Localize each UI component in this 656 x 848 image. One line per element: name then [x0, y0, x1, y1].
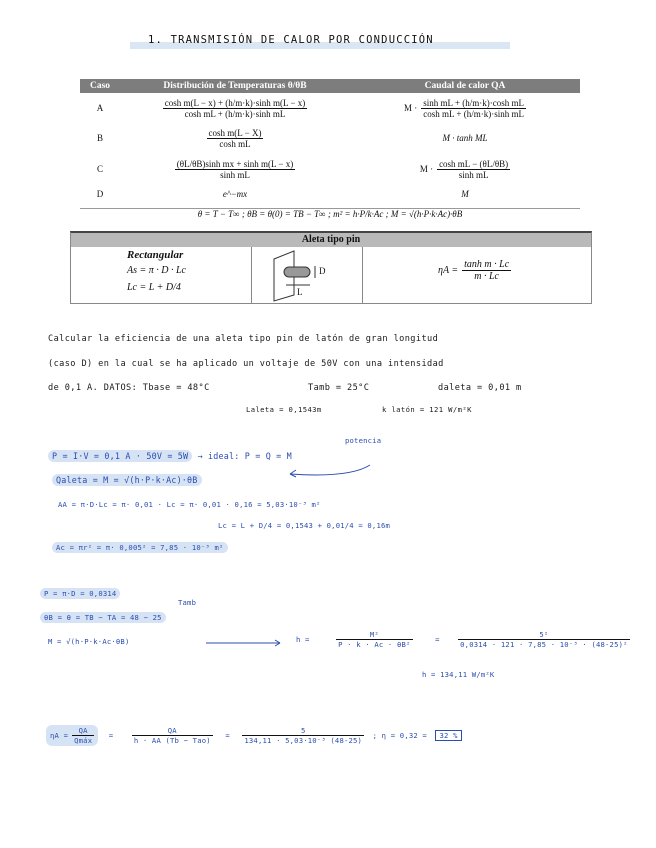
pin-shape-cell: [71, 247, 252, 303]
efficiency-equation: [46, 725, 462, 746]
qaleta-equation: Qaleta = M = √(h·P·k·Ac)·θB: [52, 474, 202, 486]
arrow-icon: →: [197, 451, 209, 461]
curved-arrow-icon: [280, 462, 380, 482]
formula-denominator: sinh mL: [458, 169, 489, 180]
length-label: L: [297, 287, 303, 297]
formula-numerator: 5: [242, 726, 364, 736]
h-result: h = 134,11 W/m²K: [422, 670, 495, 679]
note-potencia: potencia: [345, 436, 382, 445]
formula-denominator: cosh mL: [219, 138, 251, 149]
formula-denominator: cosh mL + (h/m·k)·sinh mL: [184, 108, 286, 119]
formula-numerator: cosh mL − (θL/θB): [439, 158, 509, 169]
area-formula: As = π · D · Lc: [127, 265, 186, 276]
formula-prefix: M ·: [419, 164, 434, 174]
formula-denominator: h · AA (Tb − Tao): [133, 736, 211, 745]
h-label: h =: [296, 635, 310, 644]
definitions-line: θ = T − T∞ ; θB = θ(0) = TB − T∞ ; m² = h·P/k·Ac ; M = √(h·P·k·Ac)·θB: [80, 208, 580, 219]
pin-fin-table: [70, 231, 592, 304]
table-row: [80, 93, 580, 123]
problem-line-4a: Laleta = 0,1543m: [246, 405, 322, 414]
problem-line-3c: daleta = 0,01 m: [438, 383, 522, 393]
equals-sign: =: [225, 731, 230, 740]
perimeter-equation: P = π·D = 0,0314: [40, 588, 120, 599]
header-distribucion: Distribución de Temperaturas θ/θB: [120, 79, 350, 93]
formula-table-header: [80, 79, 580, 93]
heat-flow-formula: M: [461, 189, 469, 199]
power-eq-highlight: P = I·V = 0,1 A · 50V = 5W: [48, 450, 192, 462]
distribution-formula: [207, 128, 264, 149]
formula-numerator: sinh mL + (h/m·k)·cosh mL: [423, 97, 524, 108]
efficiency-highlight: [46, 725, 98, 746]
distribution-formula: e^−mx: [222, 189, 248, 199]
formula-numerator: M²: [336, 630, 412, 640]
heat-flow-formula: [421, 98, 526, 119]
problem-line-3a: de 0,1 A. DATOS: Tbase = 48°C: [48, 383, 210, 393]
table-row: [80, 123, 580, 153]
eta-label: ηA =: [438, 265, 459, 276]
efficiency-result: ; η = 0,32 =: [372, 731, 427, 740]
caso-label: D: [96, 189, 104, 199]
eta-label: ηA =: [50, 731, 69, 740]
table-row: [80, 185, 580, 203]
heat-flow-formula: M · tanh ML: [442, 133, 488, 143]
corrected-length-formula: Lc = L + D/4: [127, 282, 181, 293]
equals-sign: =: [108, 731, 114, 740]
problem-line-4b: k latón = 121 W/m²K: [382, 405, 472, 414]
note-tamb: Tamb: [178, 598, 197, 607]
area-equation: AA = π·D·Lc = π· 0,01 · Lc = π· 0,01 · 0,16 = 5,03·10⁻³ m²: [58, 500, 321, 509]
problem-line-2: (caso D) en la cual se ha aplicado un voltaje de 50V con una intensidad: [48, 359, 444, 369]
shape-name: Rectangular: [127, 249, 184, 261]
formula-denominator: sinh mL: [220, 169, 250, 180]
problem-line-1: Calcular la eficiencia de una aleta tipo pin de latón de gran longitud: [48, 334, 439, 344]
ideal-eq: ideal: P = Q = M: [208, 451, 292, 461]
page-title: 1. TRANSMISIÓN DE CALOR POR CONDUCCIÓN: [148, 34, 434, 46]
heat-flow-formula: [437, 159, 510, 180]
lc-equation: Lc = L + D/4 = 0,1543 + 0,01/4 = 0,16m: [218, 521, 391, 530]
caso-label: A: [96, 103, 104, 113]
formula-table: [80, 79, 580, 203]
right-arrow-icon: [206, 638, 286, 648]
formula-denominator: P · k · Ac · θB²: [338, 640, 411, 649]
final-answer-box: 32 %: [435, 730, 461, 741]
formula-denominator: 0,0314 · 121 · 7,85 · 10⁻³ · (48-25)²: [460, 640, 628, 649]
formula-numerator: 5²: [458, 630, 630, 640]
header-caudal: Caudal de calor QA: [350, 79, 580, 93]
problem-line-3b: Tamb = 25°C: [308, 383, 370, 393]
formula-denominator: 134,11 · 5,03·10⁻³ (48-25): [244, 736, 363, 745]
table-row: [80, 153, 580, 185]
distribution-formula: [163, 98, 308, 119]
caso-label: C: [96, 164, 103, 174]
formula-numerator: cosh m(L − X): [208, 127, 262, 138]
theta-equation: θB = θ = TB − TA = 48 − 25: [40, 612, 166, 623]
pin-efficiency-formula: [438, 259, 511, 282]
equals-sign: =: [435, 635, 440, 644]
formula-denominator: Qmáx: [74, 736, 93, 745]
formula-denominator: cosh mL + (h/m·k)·sinh mL: [423, 108, 524, 119]
h-equation: [296, 630, 630, 649]
formula-numerator: cosh m(L − x) + (h/m·k)·sinh m(L − x): [164, 97, 306, 108]
power-equation: [48, 451, 292, 461]
pin-rod: [284, 267, 310, 277]
formula-numerator: (θL/θB)sinh mx + sinh m(L − x): [176, 158, 294, 169]
pin-diagram-cell: [252, 247, 363, 303]
pin-table-header: Aleta tipo pin: [71, 233, 591, 247]
formula-numerator: tanh m · Lc: [464, 259, 510, 270]
caso-label: B: [96, 133, 103, 143]
formula-numerator: QA: [132, 726, 213, 736]
header-caso: Caso: [80, 79, 120, 93]
pin-fin-diagram: [252, 247, 362, 303]
ac-equation: Ac = πr² = π· 0,005² = 7,85 · 10⁻³ m²: [52, 542, 228, 553]
formula-numerator: QA: [72, 726, 94, 736]
m-equation: M = √(h·P·k·Ac·θB): [48, 637, 130, 646]
diameter-label: D: [319, 266, 326, 276]
distribution-formula: [175, 159, 295, 180]
title-highlight: [130, 31, 510, 51]
pin-efficiency-cell: [363, 247, 591, 303]
formula-denominator: m · Lc: [474, 271, 499, 282]
formula-prefix: M ·: [404, 103, 418, 113]
